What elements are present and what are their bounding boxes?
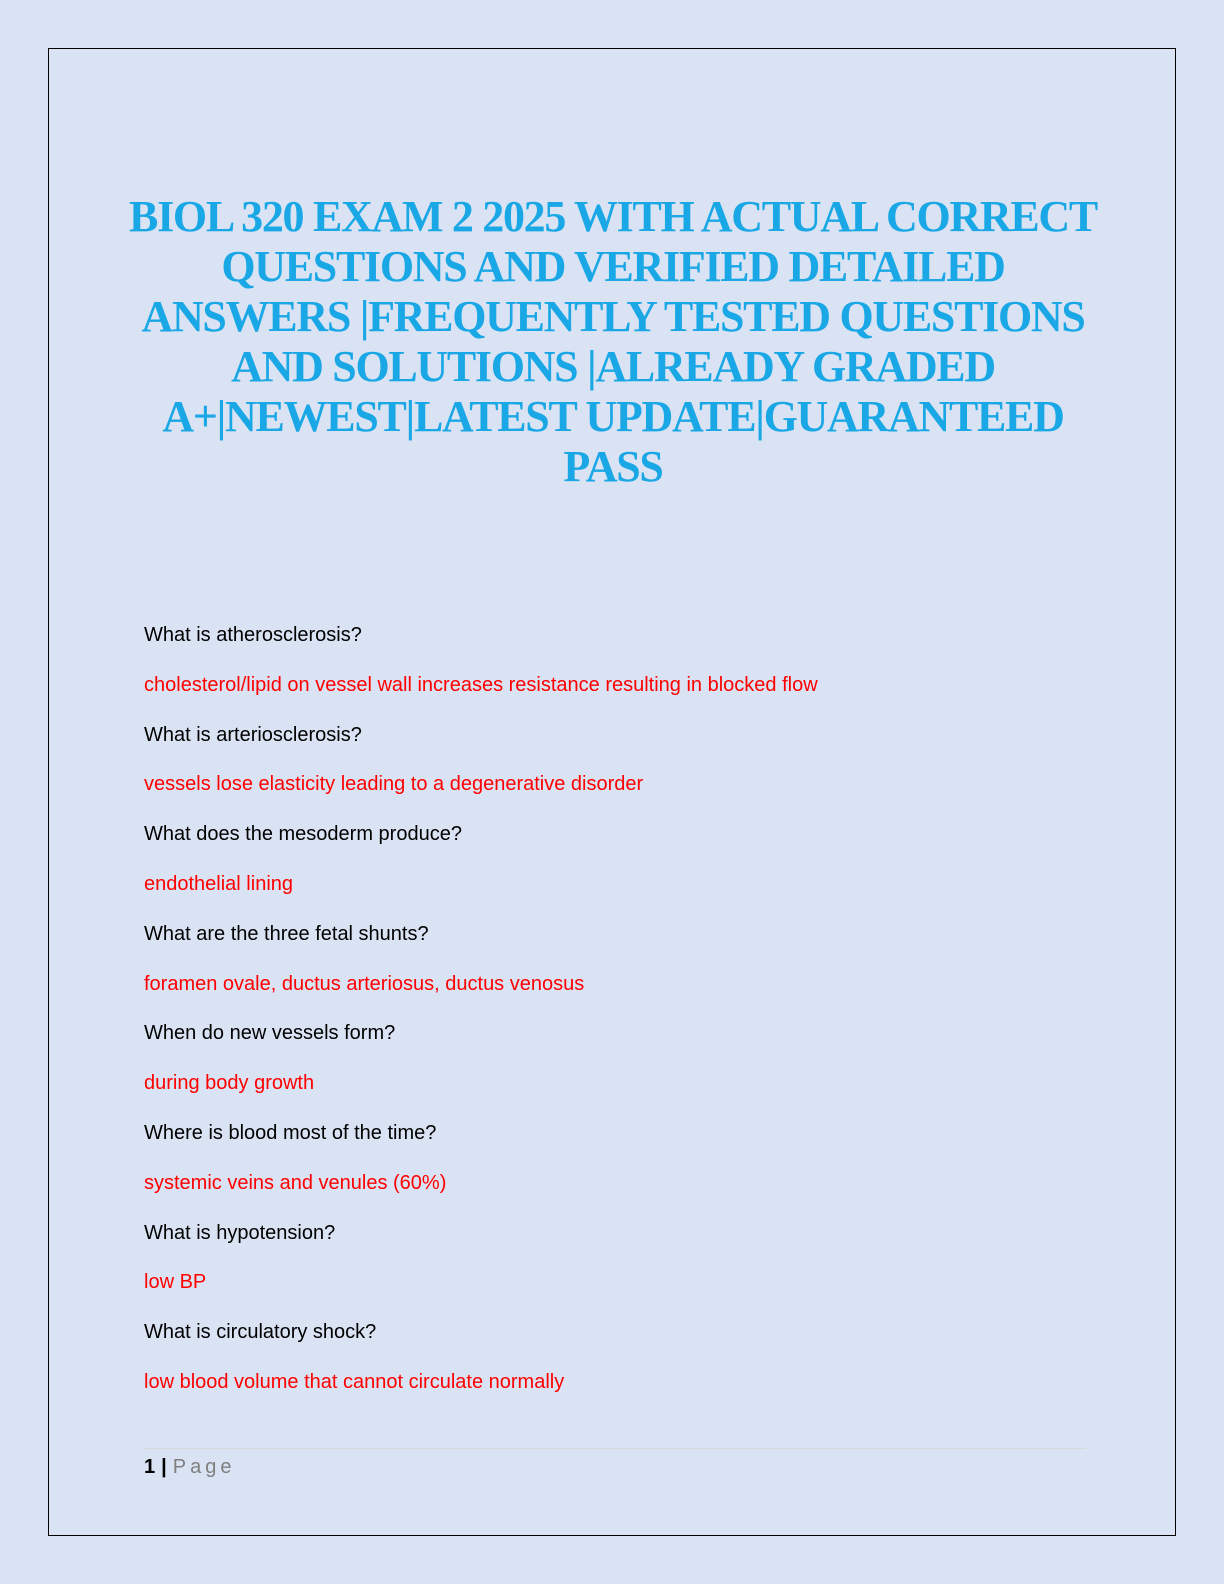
answer-text: low blood volume that cannot circulate normally xyxy=(144,1370,565,1393)
question-text: Where is blood most of the time? xyxy=(144,1121,437,1144)
question-text: When do new vessels form? xyxy=(144,1022,396,1045)
page-indicator xyxy=(144,1456,235,1479)
answer-text: during body growth xyxy=(144,1072,315,1095)
footer-divider xyxy=(144,1448,1086,1449)
answer-text: low BP xyxy=(144,1271,207,1294)
document-title: BIOL 320 EXAM 2 2025 WITH ACTUAL CORRECT QUESTIONS AND VERIFIED DETAILED ANSWERS |FREQUENTLY TESTED QUESTIONS AND SOLUTIONS |ALREADY GRADED A+|NEWEST|LATEST UPDATE|GUARANTEED PASS xyxy=(129,192,1097,491)
qa-list xyxy=(144,620,1104,1417)
answer-text: endothelial lining xyxy=(144,872,294,895)
answer-text: systemic veins and venules (60%) xyxy=(144,1171,447,1194)
page-separator: | xyxy=(161,1456,167,1478)
question-text: What is atherosclerosis? xyxy=(144,624,362,646)
question-text: What is circulatory shock? xyxy=(144,1321,377,1344)
page-number: 1 xyxy=(144,1456,156,1478)
question-text: What does the mesoderm produce? xyxy=(144,823,462,846)
question-text: What is hypotension? xyxy=(144,1221,336,1244)
question-text: What is arteriosclerosis? xyxy=(144,723,362,746)
answer-text: foramen ovale, ductus arteriosus, ductus venosus xyxy=(144,972,585,995)
answer-text: vessels lose elasticity leading to a degenerative disorder xyxy=(144,773,644,796)
question-text: What are the three fetal shunts? xyxy=(144,922,429,945)
answer-text: cholesterol/lipid on vessel wall increases resistance resulting in blocked flow xyxy=(144,673,818,696)
page-label: Page xyxy=(172,1456,236,1478)
